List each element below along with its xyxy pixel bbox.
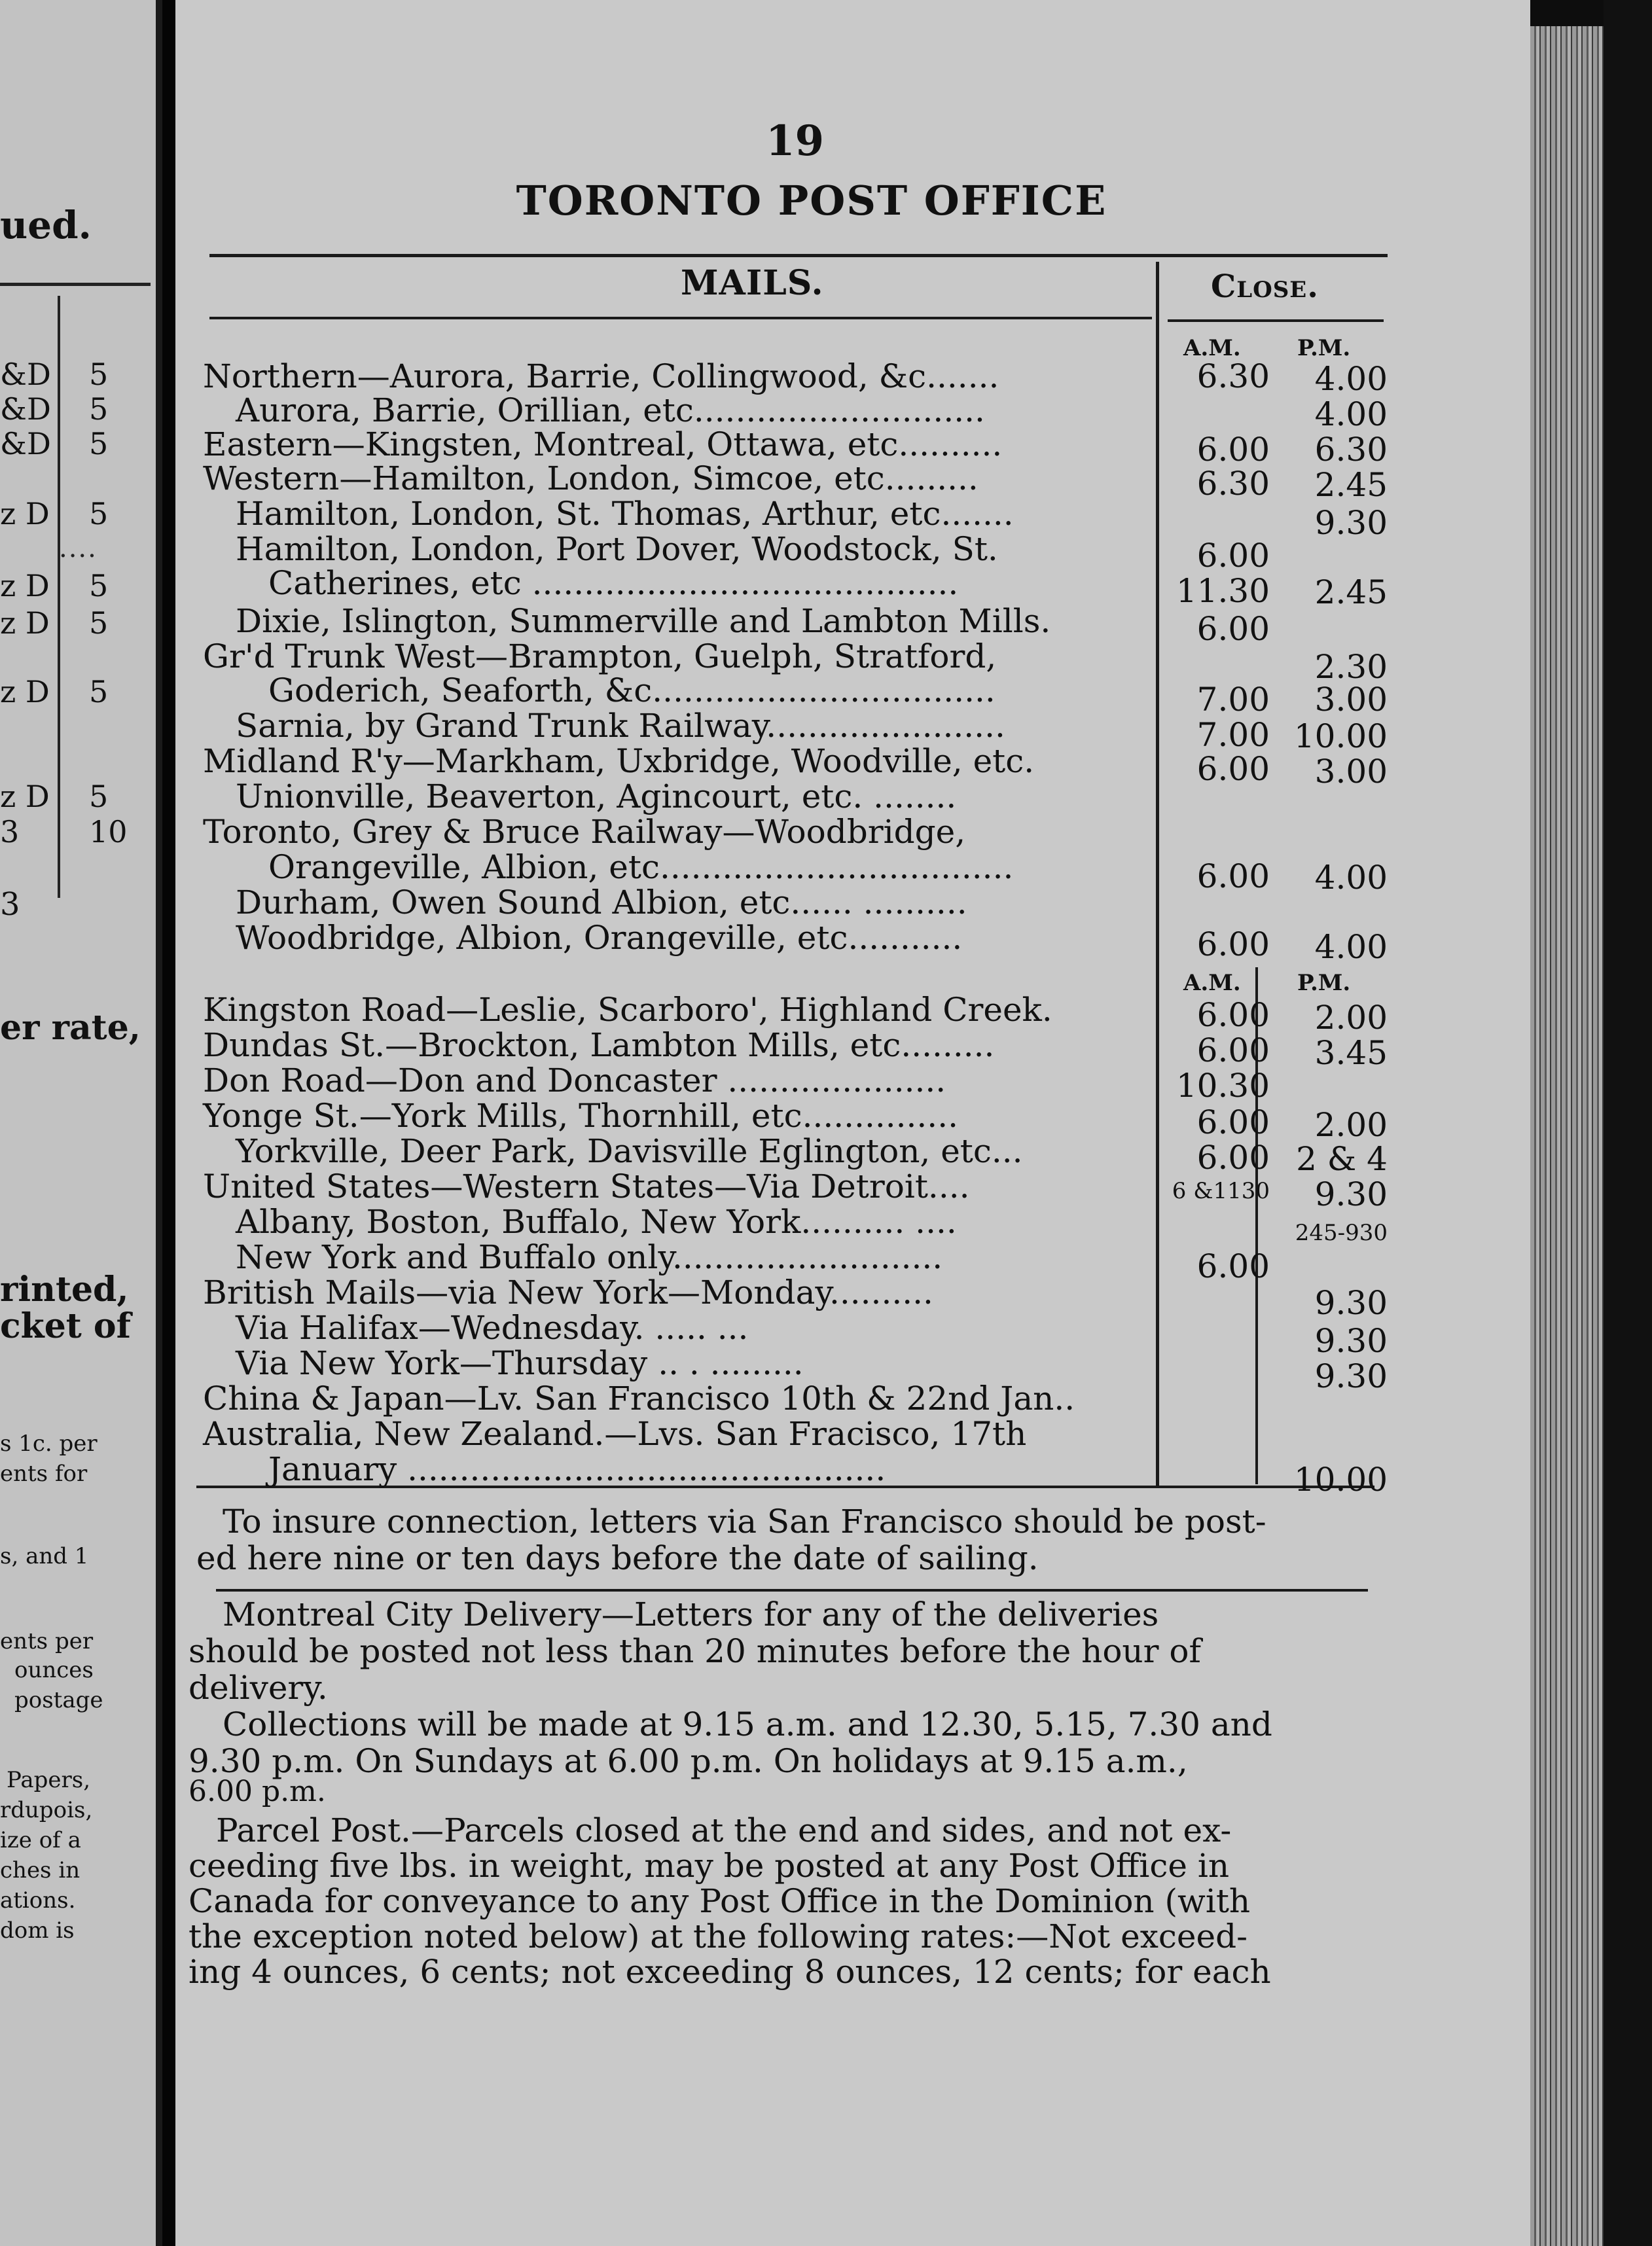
table-row: Northern—Aurora, Barrie, Collingwood, &c.......: [203, 357, 999, 395]
table-row: Kingston Road—Leslie, Scarboro', Highland Creek.: [203, 991, 1052, 1029]
left-text-line: ches in: [0, 1857, 81, 1883]
left-text-line: ations.: [0, 1887, 76, 1914]
pm-time: 2.00: [1314, 999, 1388, 1037]
paragraph-line: ceeding five lbs. in weight, may be posted at any Post Office in: [189, 1847, 1230, 1885]
page-edges-shadow: [1604, 0, 1652, 2246]
table-row: Eastern—Kingsten, Montreal, Ottawa, etc..........: [203, 425, 1003, 463]
paragraph-line: 6.00 p.m.: [189, 1775, 326, 1808]
pm-time: 9.30: [1314, 1357, 1388, 1395]
left-text-line: s 1c. per: [0, 1431, 98, 1457]
left-text-line: rdupois,: [0, 1797, 93, 1823]
left-text-line: ize of a: [0, 1827, 81, 1853]
table-row: Via Halifax—Wednesday. ..... ...: [236, 1309, 749, 1347]
table-row: Catherines, etc .........................................: [268, 564, 959, 602]
paragraph-line: Parcel Post.—Parcels closed at the end and sides, and not ex-: [216, 1811, 1232, 1849]
left-page-rule: [0, 283, 151, 286]
table-row: Midland R'y—Markham, Uxbridge, Woodville, etc.: [203, 742, 1035, 780]
paragraph-line: 9.30 p.m. On Sundays at 6.00 p.m. On holidays at 9.15 a.m.,: [189, 1742, 1188, 1780]
page-title: TORONTO POST OFFICE: [516, 177, 1107, 224]
left-text-line: rinted,: [0, 1270, 129, 1310]
table-row: Durham, Owen Sound Albion, etc...... ..........: [236, 883, 967, 921]
left-table-dots: ....: [59, 533, 98, 563]
pm-label: P.M.: [1297, 970, 1351, 996]
am-time: 7.00: [1196, 716, 1270, 754]
paragraph-line: delivery.: [189, 1669, 328, 1707]
left-text-line: ents per: [0, 1628, 94, 1654]
table-row: Western—Hamilton, London, Simcoe, etc.........: [203, 459, 979, 497]
paragraph-line: the exception noted below) at the following rates:—Not exceed-: [189, 1917, 1248, 1955]
am-time: 6.00: [1196, 925, 1270, 963]
left-page-fragment: ued. &D 5 &D 5 &D 5 z D 5 .... z D 5 z D 5 z D 5 z D 5 3 10 3 er rate, rinted, cket of s 1c. per ents for s, and 1 ents per ounces postage Papers, rdupois, ize of a ches in ations. dom is: [0, 0, 162, 2246]
am-time: 6.00: [1196, 857, 1270, 895]
header-top-rule: [209, 254, 1388, 257]
left-text-line: postage: [14, 1687, 103, 1713]
table-row: Yonge St.—York Mills, Thornhill, etc...............: [203, 1097, 958, 1135]
table-row: Hamilton, London, Port Dover, Woodstock, St.: [236, 530, 998, 568]
table-row: Sarnia, by Grand Trunk Railway.......................: [236, 707, 1005, 745]
am-time: 6.00: [1196, 537, 1270, 575]
table-row: China & Japan—Lv. San Francisco 10th & 22nd Jan..: [203, 1380, 1075, 1417]
table-row: United States—Western States—Via Detroit....: [203, 1168, 970, 1205]
am-time: 6.00: [1196, 750, 1270, 788]
pm-time: 9.30: [1314, 1284, 1388, 1322]
pm-time: 2.30: [1314, 648, 1388, 686]
table-row: January ..............................................: [268, 1450, 886, 1488]
am-label: A.M.: [1183, 970, 1241, 996]
pm-time: 2.00: [1314, 1106, 1388, 1144]
paragraph-line: To insure connection, letters via San Francisco should be post-: [223, 1503, 1266, 1541]
paragraph-line: Collections will be made at 9.15 a.m. and 12.30, 5.15, 7.30 and: [223, 1705, 1272, 1743]
pm-time: 4.00: [1314, 928, 1388, 966]
table-row: Toronto, Grey & Bruce Railway—Woodbridge,: [203, 813, 966, 851]
am-time: 6.00: [1196, 996, 1270, 1034]
close-heading: Close.: [1211, 268, 1319, 305]
left-text-line: Papers,: [7, 1767, 91, 1793]
am-time: 6.30: [1196, 465, 1270, 503]
pm-time: 245-930: [1295, 1220, 1388, 1246]
book-gutter: [162, 0, 175, 2246]
pm-time: 2.45: [1314, 466, 1388, 504]
paragraph-line: Canada for conveyance to any Post Office in the Dominion (with: [189, 1882, 1251, 1920]
pm-label: P.M.: [1297, 335, 1351, 361]
table-row: Yorkville, Deer Park, Davisville Eglington, etc...: [236, 1132, 1023, 1170]
left-text-line: er rate,: [0, 1008, 141, 1048]
section-rule: [216, 1589, 1368, 1592]
am-label: A.M.: [1183, 335, 1241, 361]
am-time: 6.00: [1196, 1139, 1270, 1177]
pm-time: 4.00: [1314, 859, 1388, 897]
pm-time: 9.30: [1314, 1175, 1388, 1213]
pm-time: 3.45: [1314, 1034, 1388, 1072]
pm-time: 9.30: [1314, 1322, 1388, 1360]
left-text-line: ounces: [14, 1657, 94, 1683]
pm-time: 6.30: [1314, 431, 1388, 469]
left-text-line: ents for: [0, 1461, 88, 1487]
pm-time: 9.30: [1314, 504, 1388, 542]
am-time: 6.00: [1196, 1247, 1270, 1285]
close-underline-rule: [1168, 319, 1384, 322]
table-row: British Mails—via New York—Monday..........: [203, 1274, 933, 1311]
paragraph-line: Montreal City Delivery—Letters for any of the deliveries: [223, 1595, 1159, 1633]
left-text-line: dom is: [0, 1917, 75, 1944]
left-page-heading: ued.: [0, 203, 92, 247]
table-row: Gr'd Trunk West—Brampton, Guelph, Stratford,: [203, 637, 997, 675]
pm-time: 2 & 4: [1296, 1140, 1388, 1178]
pm-time: 3.00: [1314, 681, 1388, 719]
pm-time: 10.00: [1293, 1461, 1388, 1499]
paragraph-line: ing 4 ounces, 6 cents; not exceeding 8 ounces, 12 cents; for each: [189, 1953, 1271, 1991]
pm-time: 2.45: [1314, 573, 1388, 611]
am-time: 6.00: [1196, 610, 1270, 648]
table-row: Orangeville, Albion, etc..................................: [268, 848, 1014, 886]
paragraph-line: should be posted not less than 20 minutes before the hour of: [189, 1632, 1202, 1670]
table-row: Goderich, Seaforth, &c.................................: [268, 671, 996, 709]
left-text-line: cket of: [0, 1306, 131, 1346]
am-time: 6.00: [1196, 1031, 1270, 1069]
pm-time: 3.00: [1314, 753, 1388, 791]
left-text-line: s, and 1: [0, 1543, 89, 1569]
paragraph-line: ed here nine or ten days before the date of sailing.: [196, 1539, 1039, 1577]
am-time: 6 &1130: [1172, 1178, 1270, 1204]
table-row: New York and Buffalo only..........................: [236, 1238, 943, 1276]
left-table-number: 3: [0, 886, 20, 923]
table-row: Albany, Boston, Buffalo, New York.......... ....: [236, 1203, 957, 1241]
table-row: Unionville, Beaverton, Agincourt, etc. ........: [236, 777, 957, 815]
table-row: Woodbridge, Albion, Orangeville, etc...........: [236, 919, 963, 957]
table-row: Don Road—Don and Doncaster .....................: [203, 1061, 946, 1099]
am-time: 6.00: [1196, 1103, 1270, 1141]
pm-time: 10.00: [1293, 717, 1388, 755]
table-row: Aurora, Barrie, Orillian, etc............................: [236, 391, 985, 429]
table-row: Dixie, Islington, Summerville and Lambton Mills.: [236, 602, 1051, 640]
am-time: 6.00: [1196, 431, 1270, 469]
am-time: 11.30: [1176, 572, 1270, 610]
table-row: Australia, New Zealand.—Lvs. San Fracisco, 17th: [203, 1415, 1027, 1453]
table-row: Via New York—Thursday .. . .........: [236, 1344, 804, 1382]
pm-time: 4.00: [1314, 395, 1388, 433]
am-time: 6.30: [1196, 357, 1270, 395]
left-page-column-divider: [58, 296, 60, 898]
pm-time: 4.00: [1314, 360, 1388, 398]
am-time: 10.30: [1176, 1067, 1270, 1105]
table-row: Hamilton, London, St. Thomas, Arthur, etc.......: [236, 495, 1014, 533]
mails-heading: MAILS.: [681, 263, 824, 303]
table-row: Dundas St.—Brockton, Lambton Mills, etc.........: [203, 1026, 995, 1064]
mails-underline-rule: [209, 317, 1152, 319]
am-time: 7.00: [1196, 681, 1270, 719]
page-number: 19: [766, 116, 825, 166]
